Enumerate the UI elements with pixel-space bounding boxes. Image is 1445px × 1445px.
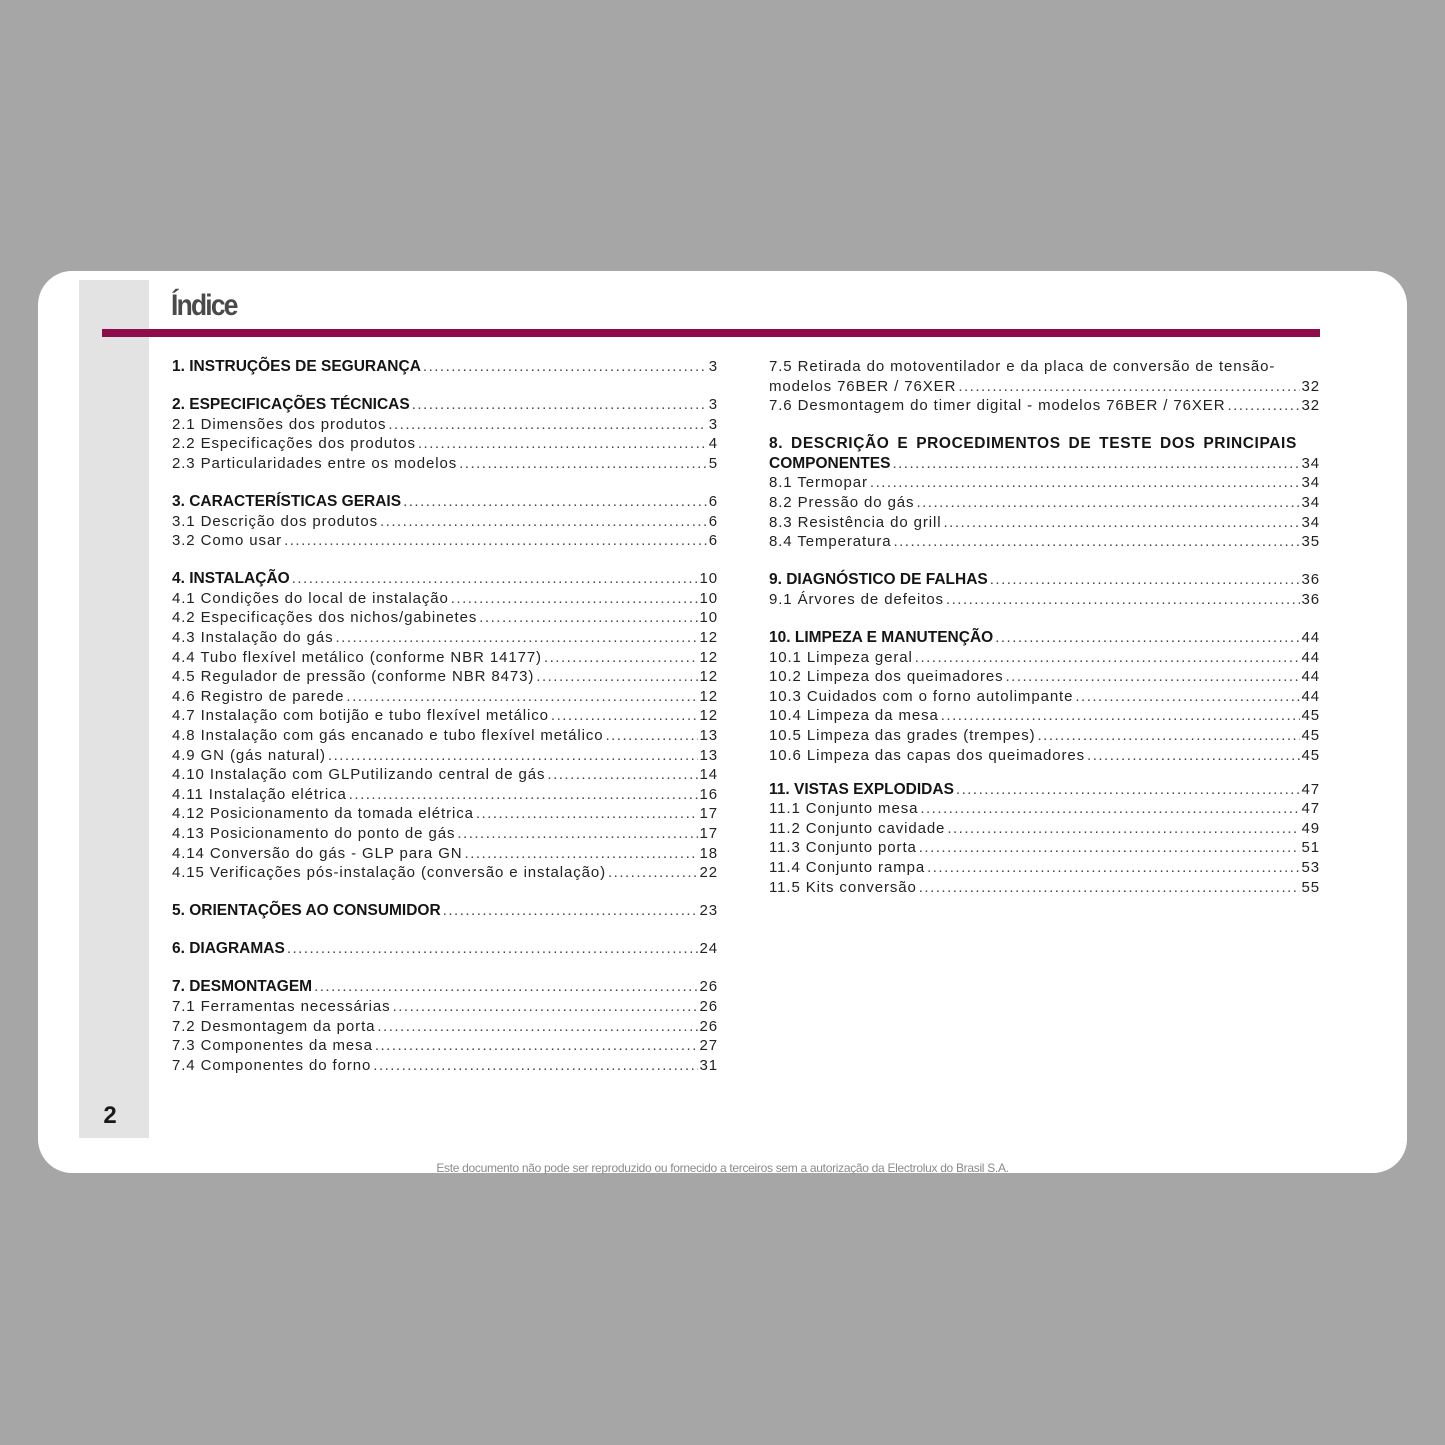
leader-dots [990,570,1300,590]
page-ref: 24 [699,940,718,958]
page-ref: 34 [1301,513,1320,531]
leader-dots [892,454,1299,474]
side-margin-strip [79,280,149,1138]
toc-item[interactable]: 10.3 Cuidados com o forno autolimpante ..... 44 [769,687,1320,707]
toc-right-column [769,357,1320,916]
toc-item[interactable]: 4.13 Posicionamento do ponto de gás ..... 17 [172,824,718,844]
toc-section-8 [769,434,1320,552]
page-ref: 26 [699,1017,718,1035]
toc-item[interactable]: 2.1 Dimensões dos produtos ..... 3 [172,415,718,435]
leader-dots [284,531,707,551]
leader-dots [287,939,698,959]
toc-item[interactable]: 4.15 Verificações pós-instalação (conversão e instalação) ..... 22 [172,863,718,883]
leader-dots [459,454,707,474]
toc-item[interactable]: 4.9 GN (gás natural) ..... 13 [172,746,718,766]
page-ref: 12 [699,707,718,725]
toc-section-2 [172,395,718,473]
page-ref: 44 [1301,687,1320,705]
leader-dots [292,569,698,589]
leader-dots [547,765,697,785]
toc-item[interactable]: 4.5 Regulador de pressão (conforme NBR 8473) ..... 12 [172,667,718,687]
page-ref: 31 [699,1056,718,1074]
toc-heading[interactable]: 11. VISTAS EXPLODIDAS ..... 47 [769,780,1320,800]
leader-dots [941,706,1300,726]
toc-item[interactable]: 4.8 Instalação com gás encanado e tubo flexível metálico ..... 13 [172,726,718,746]
toc-heading[interactable]: 5. ORIENTAÇÕES AO CONSUMIDOR ..... 23 [172,901,718,921]
toc-item[interactable]: 7.4 Componentes do forno ..... 31 [172,1056,718,1076]
page-ref: 32 [1301,377,1320,395]
leader-dots [1075,687,1299,707]
toc-item[interactable]: 3.2 Como usar ..... 6 [172,531,718,551]
page-ref: 47 [1301,780,1320,798]
title-divider-bar [102,329,1320,337]
toc-section-3 [172,492,718,551]
toc-item[interactable]: 7.3 Componentes da mesa ..... 27 [172,1036,718,1056]
toc-item[interactable]: 4.7 Instalação com botijão e tubo flexível metálico ..... 12 [172,706,718,726]
page-ref: 53 [1301,859,1320,877]
toc-item[interactable]: 4.1 Condições do local de instalação ..... 10 [172,589,718,609]
page-ref: 18 [699,844,718,862]
page-ref: 13 [699,727,718,744]
toc-item-7-5-line1[interactable]: 7.5 Retirada do motoventilador e da placa de conversão de tensão- [769,358,1276,375]
toc-heading[interactable]: 6. DIAGRAMAS ..... 24 [172,939,718,959]
leader-dots [551,706,698,726]
page-ref: 45 [1301,707,1320,725]
toc-item[interactable]: 8.2 Pressão do gás ..... 34 [769,493,1320,513]
leader-dots [995,628,1299,648]
leader-dots [373,1056,697,1076]
leader-dots [919,838,1300,858]
page-ref: 44 [1301,668,1320,686]
toc-item[interactable]: 11.3 Conjunto porta ..... 51 [769,838,1320,858]
toc-heading[interactable]: 3. CARACTERÍSTICAS GERAIS ..... 6 [172,492,718,512]
page-ref: 12 [699,687,718,705]
toc-item[interactable]: 10.1 Limpeza geral ..... 44 [769,648,1320,668]
leader-dots [1038,726,1300,746]
leader-dots [947,819,1299,839]
page-ref: 4 [708,435,718,453]
leader-dots [919,878,1300,898]
page-ref: 36 [1301,571,1320,589]
toc-heading[interactable]: 1. INSTRUÇÕES DE SEGURANÇA ..... 3 [172,357,718,377]
page-ref: 34 [1301,494,1320,512]
page-ref: 10 [699,589,718,607]
page-ref: 49 [1301,819,1320,837]
leader-dots [920,799,1299,819]
toc-section-11 [769,780,1320,898]
toc-section-5 [172,901,718,921]
toc-section-7 [172,977,718,1075]
toc-heading[interactable]: COMPONENTES ..... 34 [769,454,1320,474]
page-ref: 45 [1301,727,1320,744]
leader-dots [377,1017,697,1037]
toc-item[interactable]: 11.1 Conjunto mesa ..... 47 [769,799,1320,819]
page-ref: 3 [708,358,718,375]
page-ref: 17 [699,824,718,842]
page-ref: 47 [1301,800,1320,818]
toc-item[interactable]: 4.6 Registro de parede ..... 12 [172,687,718,707]
leader-dots [443,901,698,921]
page-ref: 10 [699,570,718,588]
toc-item[interactable]: 2.3 Particularidades entre os modelos ..... 5 [172,454,718,474]
leader-dots [958,377,1299,397]
toc-heading[interactable]: 7. DESMONTAGEM ..... 26 [172,977,718,997]
leader-dots [465,844,698,864]
toc-left-column [172,357,718,1094]
toc-section-10 [769,628,1320,765]
page-number: 2 [103,1102,117,1129]
toc-item[interactable]: 10.4 Limpeza da mesa ..... 45 [769,706,1320,726]
page-ref: 10 [699,609,718,627]
leader-dots [536,667,697,687]
page-ref: 6 [708,512,718,530]
leader-dots [893,532,1299,552]
leader-dots [423,357,707,377]
leader-dots [349,785,698,805]
leader-dots [605,726,697,746]
page-ref: 12 [699,648,718,666]
toc-section-6 [172,939,718,959]
leader-dots [418,434,707,454]
toc-item[interactable]: 4.2 Especificações dos nichos/gabinetes ..... 10 [172,608,718,628]
toc-heading[interactable]: 9. DIAGNÓSTICO DE FALHAS ..... 36 [769,570,1320,590]
page-ref: 27 [699,1037,718,1055]
page-title: Índice [171,289,237,322]
page-ref: 26 [699,978,718,996]
leader-dots [915,648,1300,668]
toc-item[interactable]: 4.14 Conversão do gás - GLP para GN ..... 18 [172,844,718,864]
toc-item[interactable]: 11.4 Conjunto rampa ..... 53 [769,858,1320,878]
leader-dots [608,863,697,883]
toc-item[interactable]: 8.3 Resistência do grill ..... 34 [769,513,1320,533]
toc-item[interactable]: 3.1 Descrição dos produtos ..... 6 [172,512,718,532]
page-ref: 6 [708,492,718,510]
toc-item[interactable]: 10.2 Limpeza dos queimadores ..... 44 [769,667,1320,687]
page-ref: 35 [1301,533,1320,551]
leader-dots [314,977,697,997]
page-ref: 6 [708,532,718,550]
page-ref: 23 [699,902,718,920]
leader-dots [328,746,698,766]
leader-dots [412,395,707,415]
leader-dots [870,473,1300,493]
toc-item[interactable]: 4.4 Tubo flexível metálico (conforme NBR 14177) ..... 12 [172,648,718,668]
toc-heading[interactable]: 2. ESPECIFICAÇÕES TÉCNICAS ..... 3 [172,395,718,415]
toc-heading[interactable]: 4. INSTALAÇÃO ..... 10 [172,569,718,589]
toc-item[interactable]: 4.12 Posicionamento da tomada elétrica ..... 17 [172,804,718,824]
page-ref: 26 [699,998,718,1016]
page-ref: 16 [699,785,718,803]
leader-dots [944,513,1300,533]
toc-heading[interactable]: 10. LIMPEZA E MANUTENÇÃO ..... 44 [769,628,1320,648]
toc-item[interactable]: 11.2 Conjunto cavidade ..... 49 [769,819,1320,839]
leader-dots [1087,746,1299,766]
leader-dots [457,824,697,844]
toc-item[interactable]: 2.2 Especificações dos produtos ..... 4 [172,434,718,454]
leader-dots [544,648,698,668]
page-ref: 17 [699,805,718,823]
toc-item[interactable]: 4.11 Instalação elétrica ..... 16 [172,785,718,805]
toc-item[interactable]: 9.1 Árvores de defeitos ..... 36 [769,590,1320,610]
toc-item[interactable]: 10.5 Limpeza das grades (trempes) ..... 45 [769,726,1320,746]
toc-item[interactable]: 8.4 Temperatura ..... 35 [769,532,1320,552]
toc-item[interactable]: 4.10 Instalação com GLPutilizando central de gás ..... 14 [172,765,718,785]
leader-dots [1227,396,1299,416]
page-ref: 51 [1301,839,1320,857]
leader-dots [916,493,1299,513]
page-ref: 44 [1301,629,1320,647]
page-ref: 12 [699,668,718,686]
document-page [38,271,1407,1173]
toc-item[interactable]: 8.1 Termopar ..... 34 [769,473,1320,493]
copyright-notice: Este documento não pode ser reproduzido ou fornecido a terceiros sem a autorização da Electrolux do Brasil S.A. [436,1161,1009,1175]
toc-section-7-continued [769,357,1320,416]
page-ref: 22 [699,864,718,882]
toc-item[interactable]: 7.1 Ferramentas necessárias ..... 26 [172,997,718,1017]
toc-item[interactable]: 4.3 Instalação do gás ..... 12 [172,628,718,648]
toc-item[interactable]: 7.2 Desmontagem da porta ..... 26 [172,1017,718,1037]
leader-dots [451,589,698,609]
page-ref: 5 [708,454,718,472]
leader-dots [380,512,707,532]
leader-dots [403,492,707,512]
page-ref: 13 [699,746,718,764]
toc-item[interactable]: 7.6 Desmontagem do timer digital - modelos 76BER / 76XER ..... 32 [769,396,1320,416]
leader-dots [956,780,1300,800]
leader-dots [946,590,1300,610]
page-ref: 44 [1301,648,1320,666]
page-ref: 3 [708,415,718,433]
leader-dots [375,1036,698,1056]
leader-dots [336,628,698,648]
leader-dots [927,858,1299,878]
leader-dots [388,415,706,435]
toc-item[interactable]: modelos 76BER / 76XER ..... 32 [769,377,1320,397]
page-ref: 34 [1301,474,1320,492]
page-ref: 36 [1301,590,1320,608]
leader-dots [479,608,697,628]
leader-dots [393,997,698,1017]
toc-heading-line1[interactable]: 8. DESCRIÇÃO E PROCEDIMENTOS DE TESTE DOS PRINCIPAIS [769,435,1297,453]
toc-item[interactable]: 11.5 Kits conversão ..... 55 [769,878,1320,898]
toc-section-9 [769,570,1320,609]
toc-section-1 [172,357,718,377]
toc-item[interactable]: 10.6 Limpeza das capas dos queimadores ..... 45 [769,746,1320,766]
toc-section-4 [172,569,718,883]
page-ref: 34 [1301,454,1320,472]
page-ref: 55 [1301,878,1320,896]
leader-dots [476,804,698,824]
page-ref: 32 [1301,397,1320,415]
leader-dots [346,687,697,707]
page-ref: 12 [699,629,718,647]
page-ref: 14 [699,766,718,784]
leader-dots [1006,667,1300,687]
page-ref: 45 [1301,746,1320,764]
page-ref: 3 [708,396,718,414]
